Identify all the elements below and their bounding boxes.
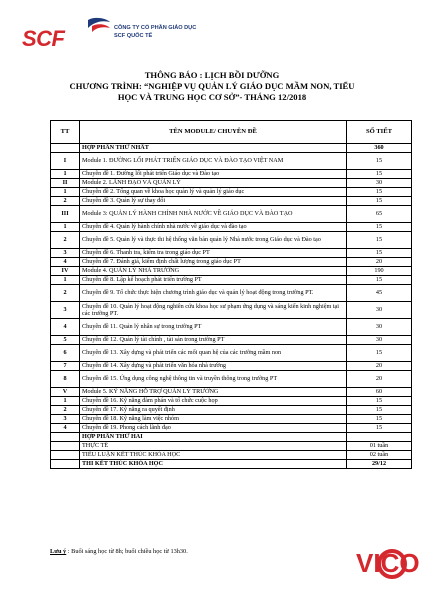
row-tt: 2 [51,406,80,415]
row-count: 30 [347,336,412,345]
row-count: 15 [347,223,412,232]
row-name: Chuyên đề 2. Tổng quan về khoa học quản lý và quản lý giáo dục [80,188,347,197]
row-tt: 7 [51,362,80,371]
row-tt: 2 [51,285,80,302]
row-name: Chuyên đề 15. Ứng dụng công nghệ thông tin và truyền thông trong trường PT [80,371,347,388]
row-tt [51,433,80,442]
note [50,548,188,555]
row-name: Chuyên đề 18. Kỹ năng làm việc nhóm [80,415,347,424]
row-tt: 1 [51,188,80,197]
row-tt [51,451,80,460]
table-row [51,144,412,153]
header-tt: TT [51,121,80,144]
row-count: 30 [347,179,412,188]
row-tt: 3 [51,249,80,258]
row-name: Module 4. QUẢN LÝ NHÀ TRƯỜNG [80,267,347,276]
row-count: 30 [347,302,412,319]
row-count: 15 [347,406,412,415]
row-tt: 6 [51,345,80,362]
row-count: 15 [347,397,412,406]
row-name: Module 1. ĐƯỜNG LỐI PHÁT TRIỂN GIÁO DỤC VÀ ĐÀO TẠO VIỆT NAM [80,153,347,170]
vico-text: VICO [356,548,420,578]
table-row [51,232,412,249]
row-name: Chuyên đề 6. Thanh tra, kiểm tra trong giáo dục PT [80,249,347,258]
table-row [51,258,412,267]
row-tt: 3 [51,302,80,319]
row-count: 20 [347,258,412,267]
row-count: 15 [347,276,412,285]
row-count: 190 [347,267,412,276]
row-count: 360 [347,144,412,153]
row-count [347,433,412,442]
row-name: Chuyên đề 16. Kỹ năng đàm phán và tổ chức cuộc họp [80,397,347,406]
row-tt: 4 [51,258,80,267]
title-line-2: CHƯƠNG TRÌNH: “NGHIỆP VỤ QUẢN LÝ GIÁO DỤC MẦM NON, TIỂU [69,81,355,91]
note-label: Lưu ý [50,548,67,555]
row-count: 15 [347,153,412,170]
table-row [51,276,412,285]
table-header-row [51,121,412,144]
row-name: Chuyên đề 19. Phong cách lãnh đạo [80,424,347,433]
row-tt: II [51,179,80,188]
page-header [22,14,402,54]
table-row [51,319,412,336]
module-table [50,120,412,469]
note-text: : Buổi sáng học từ 8h; buổi chiều học từ 13h30. [66,548,188,555]
header-count: SỐ TIẾT [347,121,412,144]
row-count: 15 [347,170,412,179]
company-line-1: CÔNG TY CỔ PHẦN GIÁO DỤC [114,25,197,31]
table-row [51,223,412,232]
row-count: 02 tuần [347,451,412,460]
row-tt: 4 [51,424,80,433]
company-name [114,24,196,40]
row-count: 20 [347,362,412,371]
row-name: Chuyên đề 3. Quản lý sự thay đổi [80,197,347,206]
table-row [51,206,412,223]
table-row [51,397,412,406]
table-row [51,433,412,442]
row-name: Chuyên đề 5. Quản lý và thực thi hệ thống văn bản quản lý Nhà nước trong Giáo dục và Đào tạo [80,232,347,249]
table-row [51,336,412,345]
row-name: Chuyên đề 8. Lập kế hoạch phát triển trường PT [80,276,347,285]
row-count: 65 [347,206,412,223]
row-tt: I [51,153,80,170]
row-tt: 1 [51,397,80,406]
table-row [51,249,412,258]
row-tt: IV [51,267,80,276]
row-count: 15 [347,345,412,362]
row-tt: 3 [51,415,80,424]
row-count: 15 [347,424,412,433]
table-row [51,188,412,197]
table-row [51,302,412,319]
row-tt: III [51,206,80,223]
logo-text: SCF [22,26,65,51]
title-line-1: THÔNG BÁO : LỊCH BỒI DƯỠNG [144,70,280,80]
document-title [0,70,424,103]
row-tt: 1 [51,170,80,179]
row-count: 45 [347,285,412,302]
row-name: Chuyên đề 12. Quản lý tài chính , tài sản trong trường PT [80,336,347,345]
row-name: Module 5. KỸ NĂNG HỖ TRỢ QUẢN LÝ TRƯỜNG [80,388,347,397]
table-row [51,406,412,415]
row-tt [51,144,80,153]
table-row [51,460,412,469]
row-name: Chuyên đề 17. Kỹ năng ra quyết định [80,406,347,415]
row-name: Chuyên đề 13. Xây dựng và phát triển các mối quan hệ của các trường mầm non [80,345,347,362]
table-row [51,197,412,206]
table-row [51,388,412,397]
table-row [51,362,412,371]
row-count: 29/12 [347,460,412,469]
table-row [51,267,412,276]
company-line-2: SCF QUỐC TẾ [114,33,153,39]
row-tt: 8 [51,371,80,388]
table-row [51,345,412,362]
row-tt: 1 [51,223,80,232]
row-count: 15 [347,249,412,258]
table-row [51,415,412,424]
table-body [51,144,412,469]
table-row [51,442,412,451]
table-row [51,424,412,433]
row-tt: 1 [51,276,80,285]
row-tt: 5 [51,336,80,345]
row-name: Chuyên đề 4. Quản lý hành chính nhà nước về giáo dục và đào tạo [80,223,347,232]
table-row [51,179,412,188]
row-name: Chuyên đề 11. Quản lý nhân sự trong trường PT [80,319,347,336]
row-name: Chuyên đề 1. Đường lối phát triển Giáo dục và Đào tạo [80,170,347,179]
row-count: 15 [347,415,412,424]
row-count: 01 tuần [347,442,412,451]
row-count: 15 [347,197,412,206]
row-count: 15 [347,188,412,197]
row-count: 15 [347,232,412,249]
row-tt [51,442,80,451]
row-name: HỢP PHẦN THỨ NHẤT [80,144,347,153]
scf-logo [22,16,112,50]
row-name: Chuyên đề 9. Tổ chức thực hiện chương trình giáo dục và quản lý hoạt động trong trường PT. [80,285,347,302]
row-name: Module 3: QUẢN LÝ HÀNH CHÍNH NHÀ NƯỚC VỀ GIÁO DỤC VÀ ĐÀO TẠO [80,206,347,223]
row-count: 20 [347,371,412,388]
table-row [51,153,412,170]
row-count: 60 [347,388,412,397]
table-row [51,285,412,302]
table-row [51,170,412,179]
row-tt: 4 [51,319,80,336]
table-row [51,371,412,388]
row-name: TIỂU LUẬN KẾT THÚC KHÓA HỌC [80,451,347,460]
row-name: Chuyên đề 7. Đánh giá, kiểm định chất lượng trong giáo dục PT [80,258,347,267]
row-tt [51,460,80,469]
row-name: THỰC TẾ [80,442,347,451]
vico-watermark [356,534,420,594]
title-line-3: HỌC VÀ TRUNG HỌC CƠ SỞ”- THÁNG 12/2018 [117,92,307,102]
row-count: 30 [347,319,412,336]
row-name: THI KẾT THÚC KHÓA HỌC [80,460,347,469]
row-tt: 2 [51,232,80,249]
row-name: Chuyên đề 10. Quản lý hoạt động nghiên cứu khoa học sư phạm ứng dụng và sáng kiến kinh nghiệm tại các trường PT. [80,302,347,319]
row-name: Module 2. LÃNH ĐẠO VÀ QUẢN LÝ [80,179,347,188]
table-row [51,451,412,460]
header-name: TÊN MODULE/ CHUYÊN ĐỀ [80,121,347,144]
row-tt: V [51,388,80,397]
row-name: HỢP PHẦN THỨ HAI [80,433,347,442]
row-tt: 2 [51,197,80,206]
row-name: Chuyên đề 14. Xây dựng và phát triển văn hóa nhà trường [80,362,347,371]
